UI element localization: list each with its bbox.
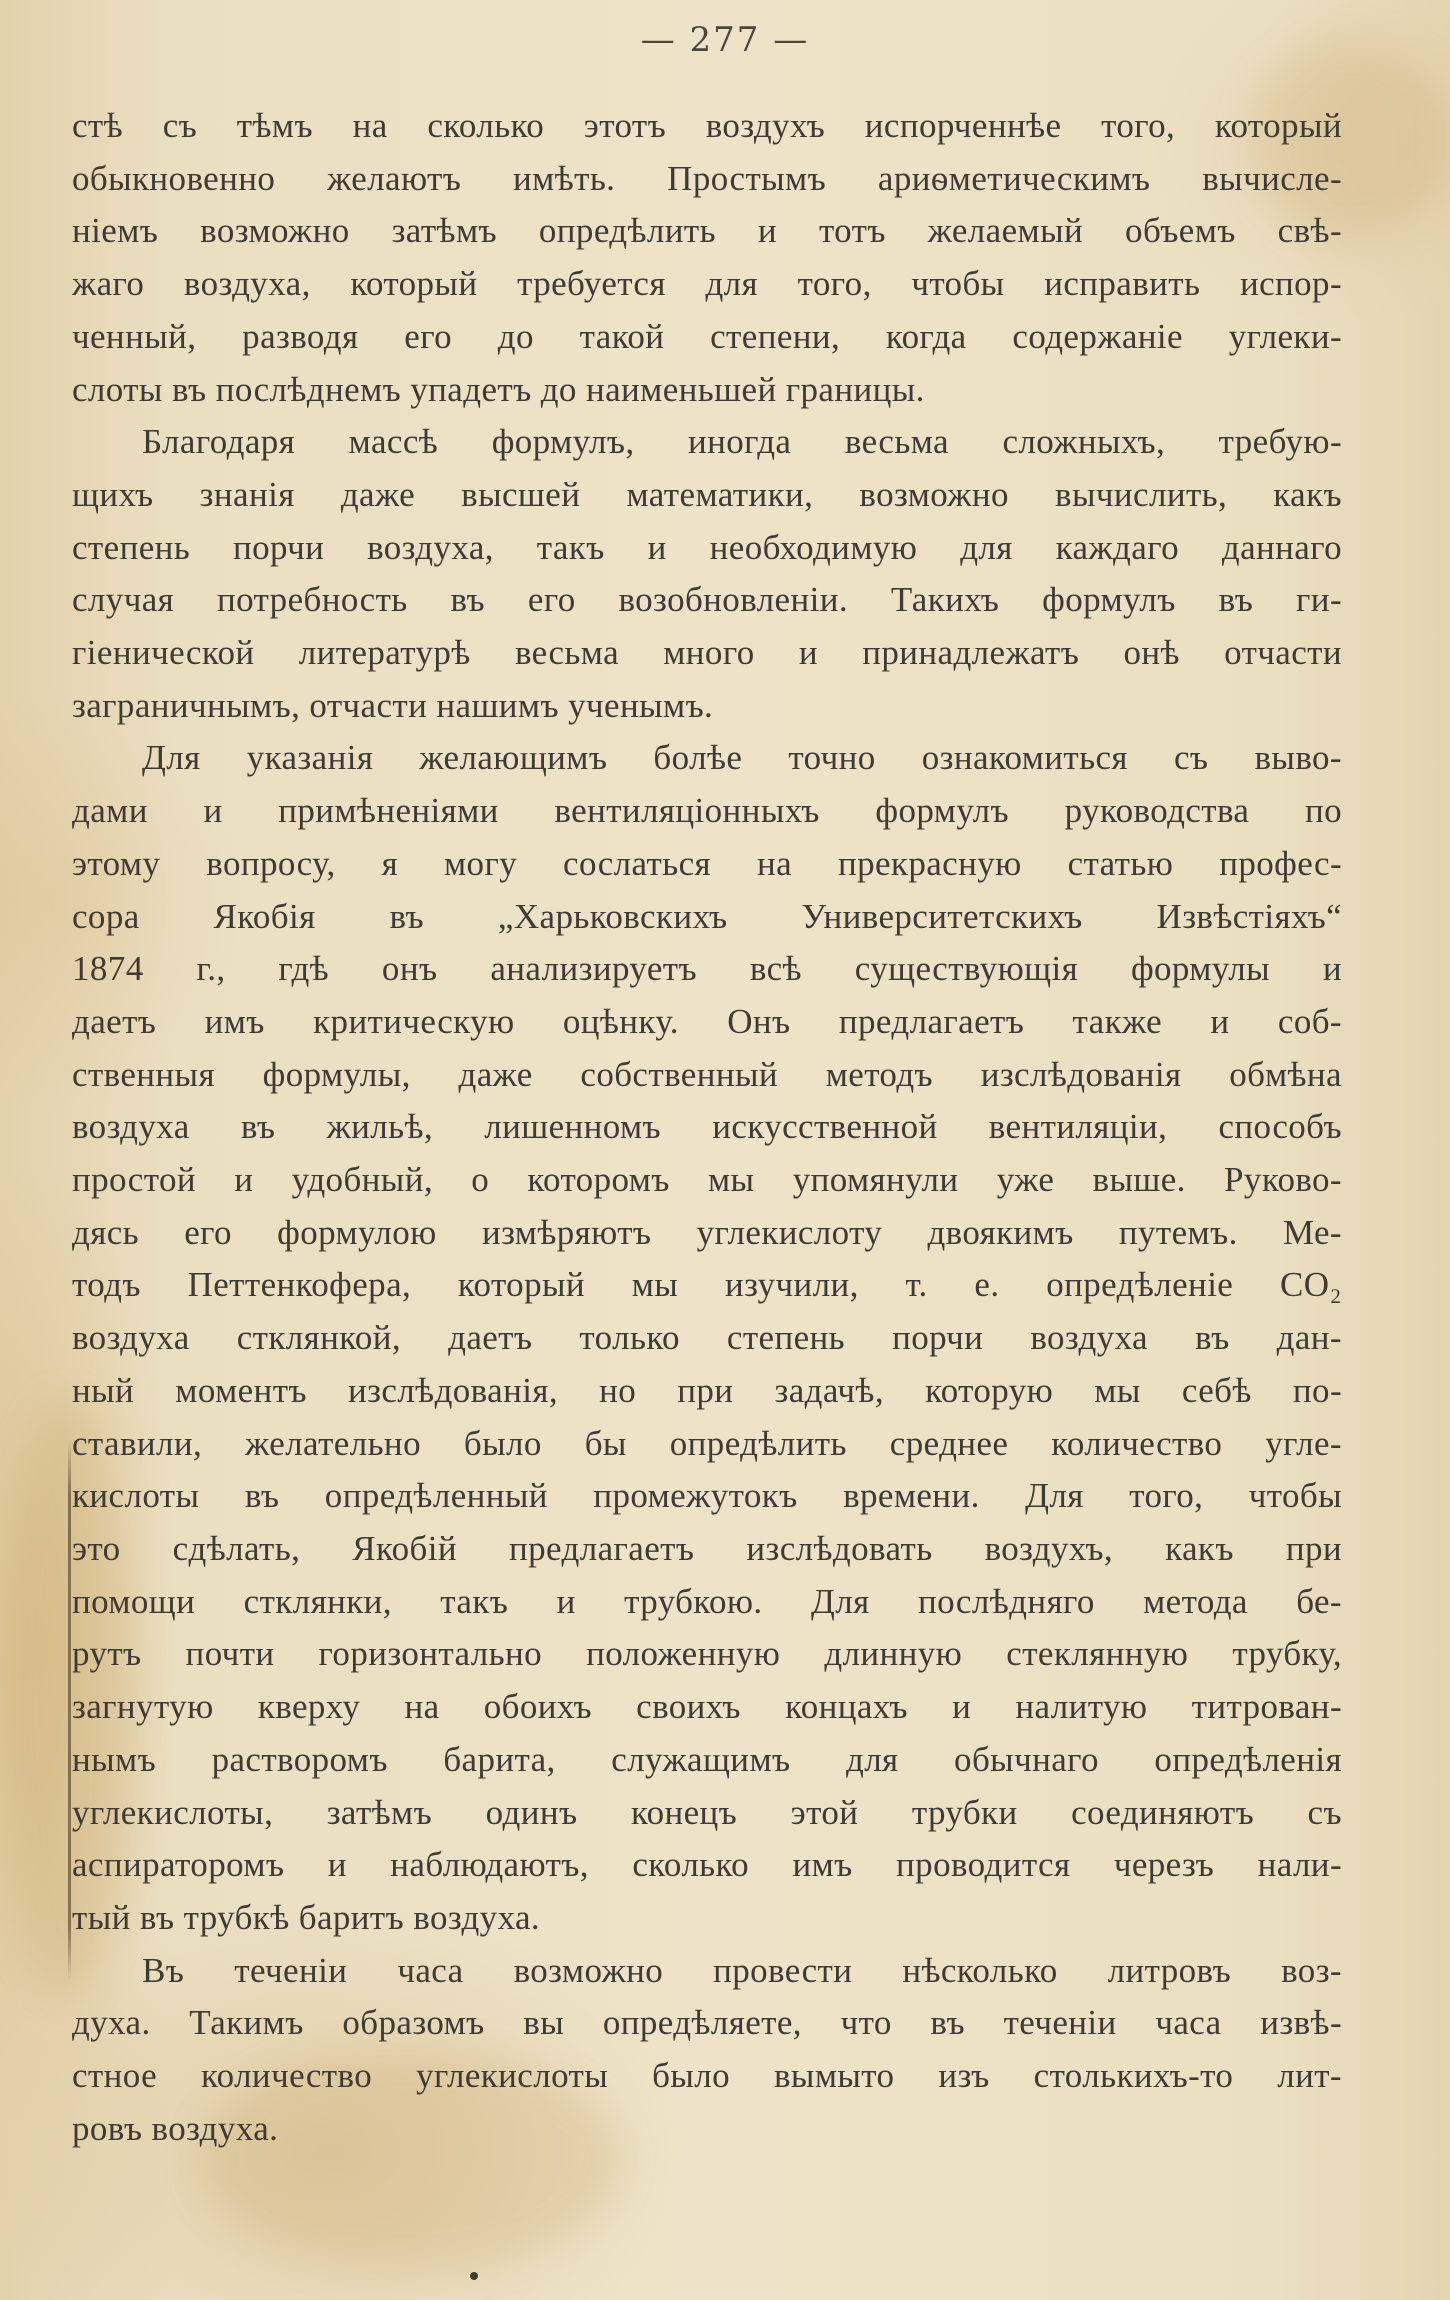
text-line: слоты въ послѣднемъ упадетъ до наименьшей границы. xyxy=(72,369,925,409)
text-line: тый въ трубкѣ баритъ воздуха. xyxy=(72,1897,541,1937)
text-line: степень порчи воздуха, такъ и необходимую для каждаго даннаго xyxy=(72,527,1342,567)
text-line: дясь его формулою измѣряютъ углекислоту двоякимъ путемъ. Ме- xyxy=(72,1212,1342,1252)
text-line: ставили, желательно было бы опредѣлить среднее количество угле- xyxy=(72,1423,1342,1463)
text-line: простой и удобный, о которомъ мы упомянули уже выше. Руково- xyxy=(72,1160,1342,1200)
text-line: ніемъ возможно затѣмъ опредѣлить и тотъ желаемый объемъ свѣ- xyxy=(72,211,1342,251)
text-line: дами и примѣненіями вентиляціонныхъ формулъ руководства по xyxy=(72,791,1342,831)
page-number: — 277 — xyxy=(640,20,810,60)
text-line: помощи стклянки, такъ и трубкою. Для послѣдняго метода бе- xyxy=(72,1581,1342,1621)
text-line: кислоты въ опредѣленный промежутокъ времени. Для того, чтобы xyxy=(72,1476,1342,1516)
text-line: Въ теченіи часа возможно провести нѣсколько литровъ воз- xyxy=(142,1950,1342,1990)
text-line: заграничнымъ, отчасти нашимъ ученымъ. xyxy=(72,685,714,725)
text-line: стное количество углекислоты было вымыто изъ столькихъ-то лит- xyxy=(72,2056,1342,2096)
text-line: углекислоты, затѣмъ одинъ конецъ этой трубки соединяютъ съ xyxy=(72,1792,1342,1832)
text-line: сора Якобія въ „Харьковскихъ Университетскихъ Извѣстіяхъ“ xyxy=(72,896,1342,936)
text-line: ченный, разводя его до такой степени, когда содержаніе углеки- xyxy=(72,316,1342,356)
text-line: случая потребность въ его возобновленіи. Такихъ формулъ въ ги- xyxy=(72,580,1342,620)
text-line: обыкновенно желаютъ имѣть. Простымъ ариѳметическимъ вычисле- xyxy=(72,158,1342,198)
text-line: этому вопросу, я могу сослаться на прекрасную статью профес- xyxy=(72,843,1342,883)
paragraph xyxy=(72,100,1342,416)
text-line: ный моментъ изслѣдованія, но при задачѣ, которую мы себѣ по- xyxy=(72,1370,1342,1410)
text-line: даетъ имъ критическую оцѣнку. Онъ предлагаетъ также и соб- xyxy=(72,1001,1342,1041)
text-line: 1874 г., гдѣ онъ анализируетъ всѣ существующія формулы и xyxy=(72,949,1342,989)
text-line: воздуха стклянкой, даетъ только степень порчи воздуха въ дан- xyxy=(72,1318,1342,1358)
text-line: щихъ знанія даже высшей математики, возможно вычислить, какъ xyxy=(72,474,1342,514)
text-line: нымъ растворомъ барита, служащимъ для обычнаго опредѣленія xyxy=(72,1739,1342,1779)
text-line: стѣ съ тѣмъ на сколько этотъ воздухъ испорченнѣе того, который xyxy=(72,106,1342,145)
paragraph xyxy=(72,1945,1342,2156)
text-line: ровъ воздуха. xyxy=(72,2108,279,2148)
ink-dot xyxy=(470,2272,478,2280)
text-line: загнутую кверху на обоихъ своихъ концахъ и налитую титрован- xyxy=(72,1687,1342,1727)
page-edge-mark xyxy=(68,1440,71,1980)
text-line: ственныя формулы, даже собственный методъ изслѣдованія обмѣна xyxy=(72,1054,1342,1094)
paragraph xyxy=(72,732,1342,1944)
text-line: духа. Такимъ образомъ вы опредѣляете, что въ теченіи часа извѣ- xyxy=(72,2003,1342,2043)
body-text xyxy=(72,100,1342,2155)
text-line: воздуха въ жильѣ, лишенномъ искусственной вентиляціи, способъ xyxy=(72,1107,1342,1147)
text-line: рутъ почти горизонтально положенную длинную стеклянную трубку, xyxy=(72,1634,1342,1674)
text-line: аспираторомъ и наблюдаютъ, сколько имъ проводится черезъ нали- xyxy=(72,1845,1342,1885)
text-line: это сдѣлать, Якобій предлагаетъ изслѣдовать воздухъ, какъ при xyxy=(72,1528,1342,1568)
text-line: Благодаря массѣ формулъ, иногда весьма сложныхъ, требую- xyxy=(142,422,1342,462)
text-line: тодъ Петтенкофера, который мы изучили, т. е. опредѣленіе CO₂ xyxy=(72,1265,1342,1305)
paragraph xyxy=(72,416,1342,732)
text-line: жаго воздуха, который требуется для того, чтобы исправить испор- xyxy=(72,264,1342,304)
text-line: Для указанія желающимъ болѣе точно ознакомиться съ выво- xyxy=(142,738,1342,778)
text-line: гіенической литературѣ весьма много и принадлежатъ онѣ отчасти xyxy=(72,633,1342,673)
